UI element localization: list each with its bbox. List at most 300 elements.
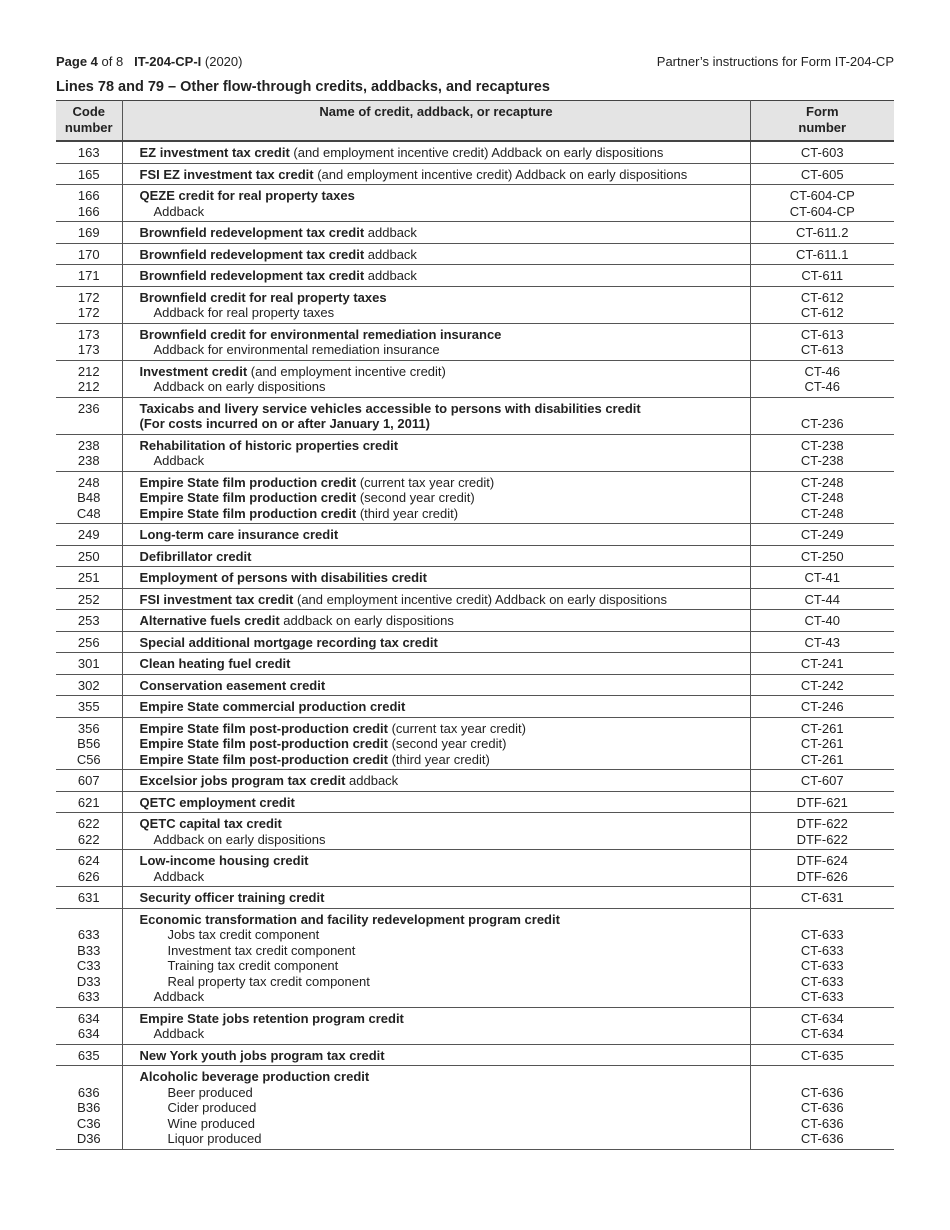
name-cell [122, 243, 750, 265]
name-line [140, 1048, 750, 1064]
code-value: 633 [77, 989, 100, 1004]
header-line: Code [72, 104, 105, 119]
page-header-left [56, 54, 242, 69]
code-value: 356 [77, 720, 100, 736]
form-number: CT-261 [800, 751, 844, 767]
credit-detail: Liquor produced [167, 1131, 262, 1146]
name-cell [122, 567, 750, 589]
name-cell [122, 791, 750, 813]
table-row [56, 323, 894, 360]
name-line [140, 1026, 750, 1042]
credit-detail: Addback for real property taxes [153, 305, 335, 320]
form-cell [750, 850, 894, 887]
name-cell [122, 545, 750, 567]
credit-name: EZ investment tax credit [139, 145, 290, 160]
credit-detail: Cider produced [167, 1100, 257, 1115]
code-cell [56, 222, 122, 244]
form-number: CT-634 [800, 1010, 844, 1026]
header-line: Form [806, 104, 839, 119]
form-year: (2020) [204, 54, 243, 69]
code-cell [56, 887, 122, 909]
form-number: CT-611 [801, 268, 844, 283]
name-cell [122, 1044, 750, 1066]
code-cell [56, 610, 122, 632]
code-cell [56, 813, 122, 850]
form-cell [750, 1007, 894, 1044]
name-cell [122, 265, 750, 287]
code-value: 634 [77, 1026, 100, 1041]
credit-name: QETC employment credit [139, 794, 295, 810]
code-value: 173 [77, 342, 100, 357]
credit-name: Brownfield redevelopment tax credit [139, 268, 365, 283]
code-cell [56, 1044, 122, 1066]
form-number: CT-248 [800, 490, 844, 505]
name-line [140, 795, 750, 811]
form-cell [750, 908, 894, 1007]
form-cell [750, 631, 894, 653]
credit-name: Brownfield credit for real property taxes [139, 289, 387, 305]
code-value: 248 [77, 474, 100, 490]
code-cell [56, 323, 122, 360]
form-cell [750, 434, 894, 471]
name-cell [122, 850, 750, 887]
credit-detail: Addback on early dispositions [153, 831, 326, 847]
header-line: number [64, 119, 113, 135]
code-value: 170 [77, 246, 100, 262]
name-line [140, 592, 750, 608]
name-line [140, 401, 750, 417]
page-number: Page 4 [56, 54, 98, 69]
form-number: DTF-622 [796, 831, 848, 847]
name-line [140, 188, 750, 204]
form-cell [750, 567, 894, 589]
credit-name: Investment credit [139, 363, 248, 379]
credit-name: Rehabilitation of historic properties credit [139, 437, 399, 453]
code-value: 252 [77, 591, 100, 607]
name-line [140, 342, 750, 358]
form-number: CT-604-CP [789, 203, 855, 219]
code-value: 622 [77, 831, 100, 847]
form-number: DTF-621 [796, 794, 848, 810]
name-cell [122, 610, 750, 632]
credit-name: Clean heating fuel credit [139, 656, 291, 671]
name-line [140, 327, 750, 343]
code-cell [56, 717, 122, 770]
name-line [140, 853, 750, 869]
code-cell [56, 471, 122, 524]
credit-detail: addback [345, 773, 399, 788]
name-line [140, 943, 750, 959]
table-row [56, 770, 894, 792]
table-row [56, 696, 894, 718]
code-value: 624 [77, 853, 100, 868]
name-line [140, 773, 750, 789]
name-line [140, 1116, 750, 1132]
code-cell [56, 434, 122, 471]
code-value: B33 [77, 942, 101, 958]
form-number: CT-636 [800, 1084, 844, 1100]
table-row [56, 588, 894, 610]
form-cell [750, 222, 894, 244]
credit-name: Brownfield credit for environmental remediation insurance [139, 326, 502, 342]
form-number: CT-248 [800, 505, 844, 521]
code-value: 355 [77, 699, 100, 714]
code-value: 165 [77, 166, 100, 182]
form-number: CT-613 [800, 326, 844, 342]
name-line [140, 364, 750, 380]
credit-name: FSI investment tax credit [139, 591, 294, 607]
code-value: C33 [76, 958, 101, 973]
code-cell [56, 545, 122, 567]
name-cell [122, 588, 750, 610]
table-row [56, 222, 894, 244]
code-cell [56, 696, 122, 718]
name-line [140, 570, 750, 586]
name-cell [122, 524, 750, 546]
form-number: CT-636 [800, 1115, 844, 1131]
code-value: C56 [76, 751, 101, 767]
name-cell [122, 185, 750, 222]
code-value: 169 [77, 225, 100, 240]
table-row [56, 141, 894, 163]
name-line [140, 635, 750, 651]
credit-detail: Addback [153, 453, 205, 468]
credit-name: Empire State film production credit [139, 490, 357, 505]
credit-name: Empire State commercial production credit [139, 699, 406, 714]
form-cell [750, 360, 894, 397]
credit-name: Alcoholic beverage production credit [139, 1069, 370, 1084]
name-line [140, 816, 750, 832]
form-number: CT-238 [800, 453, 844, 468]
credit-detail: Beer produced [167, 1084, 253, 1100]
name-line [140, 453, 750, 469]
form-number: CT-246 [800, 699, 844, 714]
form-cell [750, 1044, 894, 1066]
name-cell [122, 163, 750, 185]
name-line [140, 379, 750, 395]
table-body [56, 141, 894, 1149]
credit-detail: Addback [153, 1026, 205, 1041]
code-cell [56, 567, 122, 589]
name-cell [122, 222, 750, 244]
form-cell [750, 674, 894, 696]
name-cell [122, 434, 750, 471]
name-line [140, 167, 750, 183]
form-number: DTF-624 [796, 853, 848, 868]
credit-detail: Real property tax credit component [167, 973, 370, 989]
code-cell [56, 163, 122, 185]
form-number: CT-636 [800, 1131, 844, 1146]
form-column-header [750, 101, 894, 142]
credits-table [56, 100, 894, 1150]
credit-detail: Addback [153, 868, 205, 884]
name-cell [122, 674, 750, 696]
credit-detail: Addback for environmental remediation insurance [153, 342, 440, 357]
credit-name: Empire State film production credit [139, 505, 357, 521]
name-line [140, 527, 750, 543]
code-value: 626 [77, 868, 100, 884]
code-value: 636 [77, 1084, 100, 1100]
credit-name: New York youth jobs program tax credit [139, 1047, 385, 1063]
code-value: 171 [77, 268, 100, 283]
credit-name: Empire State film post-production credit [139, 720, 388, 736]
name-cell [122, 696, 750, 718]
form-number: CT-46 [804, 363, 840, 379]
name-line [140, 549, 750, 565]
code-value: 631 [77, 890, 100, 905]
name-cell [122, 141, 750, 163]
table-row [56, 397, 894, 434]
form-cell [750, 163, 894, 185]
code-cell [56, 397, 122, 434]
name-cell [122, 717, 750, 770]
name-line [140, 225, 750, 241]
form-number: CT-604-CP [789, 188, 855, 203]
credit-detail: addback on early dispositions [279, 613, 454, 628]
code-value: 635 [77, 1047, 100, 1063]
name-line [140, 1131, 750, 1147]
credit-name: Conservation easement credit [139, 677, 326, 693]
credit-detail: (and employment incentive credit) Addback on early dispositions [313, 166, 688, 182]
name-line [140, 1011, 750, 1027]
credit-detail: Training tax credit component [167, 958, 339, 973]
form-number: CT-236 [800, 416, 844, 431]
credit-name: (For costs incurred on or after January 1, 2011) [139, 416, 430, 431]
table-row [56, 545, 894, 567]
form-number: CT-44 [804, 591, 840, 607]
form-cell [750, 471, 894, 524]
credit-detail: (third year credit) [387, 751, 490, 767]
credit-detail: addback [364, 225, 417, 240]
credit-detail: Addback on early dispositions [153, 379, 326, 394]
table-row [56, 471, 894, 524]
code-value: B48 [77, 490, 101, 505]
credit-detail: (second year credit) [356, 490, 475, 505]
table-row [56, 524, 894, 546]
name-line [140, 613, 750, 629]
form-number: CT-633 [800, 958, 844, 973]
name-line [140, 832, 750, 848]
form-number: CT-635 [800, 1047, 844, 1063]
code-value: B56 [77, 736, 101, 751]
code-cell [56, 908, 122, 1007]
form-number: CT-603 [800, 145, 844, 160]
code-cell [56, 141, 122, 163]
form-cell [750, 545, 894, 567]
credit-detail: Addback [153, 203, 205, 219]
table-row [56, 286, 894, 323]
credit-detail: (third year credit) [356, 505, 459, 521]
code-cell [56, 791, 122, 813]
table-row [56, 265, 894, 287]
table-row [56, 185, 894, 222]
credit-detail: (and employment incentive credit) Addback on early dispositions [293, 591, 667, 607]
name-cell [122, 770, 750, 792]
form-cell [750, 696, 894, 718]
name-cell [122, 813, 750, 850]
credit-name: Special additional mortgage recording tax credit [139, 634, 438, 650]
code-value: 238 [77, 453, 100, 468]
name-line [140, 438, 750, 454]
table-row [56, 908, 894, 1007]
credit-name: Empire State film post-production credit [139, 751, 388, 767]
form-number: DTF-622 [796, 816, 848, 831]
code-cell [56, 631, 122, 653]
code-value [56, 912, 122, 928]
name-line [140, 958, 750, 974]
credit-name: Brownfield redevelopment tax credit [139, 246, 365, 262]
name-line [140, 736, 750, 752]
name-line [140, 927, 750, 943]
code-value: 301 [77, 656, 100, 671]
credit-detail: Jobs tax credit component [167, 927, 320, 942]
code-value: D33 [76, 973, 101, 989]
code-value: 607 [77, 773, 100, 788]
credit-detail: (current tax year credit) [356, 474, 495, 490]
form-number: CT-633 [800, 989, 844, 1004]
code-cell [56, 265, 122, 287]
code-cell [56, 1007, 122, 1044]
table-row [56, 163, 894, 185]
code-cell [56, 674, 122, 696]
code-cell [56, 524, 122, 546]
form-number: CT-607 [800, 773, 844, 788]
table-row [56, 887, 894, 909]
form-number: CT-46 [804, 379, 840, 394]
form-cell [750, 286, 894, 323]
code-value: B36 [77, 1100, 101, 1115]
name-line [140, 912, 750, 928]
credit-name: Alternative fuels credit [139, 613, 280, 628]
name-line [140, 699, 750, 715]
section-title: Lines 78 and 79 – Other flow-through credits, addbacks, and recaptures [56, 79, 550, 95]
form-cell [750, 588, 894, 610]
code-cell [56, 770, 122, 792]
name-cell [122, 360, 750, 397]
code-value: C36 [76, 1115, 101, 1131]
name-cell [122, 323, 750, 360]
form-number: CT-249 [800, 527, 844, 542]
form-number: CT-43 [804, 634, 840, 650]
name-line [140, 204, 750, 220]
form-number: CT-633 [800, 927, 844, 942]
table-row [56, 1044, 894, 1066]
code-value: 236 [77, 400, 100, 416]
credit-name: QEZE credit for real property taxes [139, 188, 355, 203]
form-cell [750, 653, 894, 675]
name-line [140, 974, 750, 990]
name-line [140, 721, 750, 737]
form-number: CT-261 [800, 736, 844, 751]
name-line [140, 268, 750, 284]
code-column-header [56, 101, 122, 142]
table-row [56, 813, 894, 850]
code-cell [56, 653, 122, 675]
code-cell [56, 286, 122, 323]
page-header-right: Partner’s instructions for Form IT-204-CP [656, 54, 894, 69]
table-row [56, 360, 894, 397]
credit-detail: Addback [153, 989, 205, 1004]
code-value: 172 [77, 289, 100, 305]
credit-name: Security officer training credit [139, 890, 325, 905]
name-cell [122, 908, 750, 1007]
table-row [56, 631, 894, 653]
form-number: CT-250 [800, 548, 844, 564]
name-line [140, 678, 750, 694]
table-row [56, 1007, 894, 1044]
name-cell [122, 1007, 750, 1044]
form-number [751, 912, 895, 928]
code-value: 166 [77, 188, 100, 203]
code-value: 212 [77, 363, 100, 379]
table-row [56, 610, 894, 632]
credit-detail: addback [364, 268, 417, 283]
name-line [140, 290, 750, 306]
credit-name: Long-term care insurance credit [139, 527, 339, 542]
code-cell [56, 850, 122, 887]
name-cell [122, 653, 750, 675]
name-line [140, 890, 750, 906]
form-number: CT-605 [800, 166, 844, 182]
form-number [751, 1069, 895, 1085]
form-number: CT-40 [804, 613, 840, 628]
table-row [56, 791, 894, 813]
name-line [140, 1085, 750, 1101]
code-value: 621 [77, 794, 100, 810]
code-value: 253 [77, 613, 100, 628]
credit-name: Employment of persons with disabilities credit [139, 570, 427, 585]
form-cell [750, 610, 894, 632]
form-cell [750, 265, 894, 287]
name-line [140, 490, 750, 506]
code-value: 249 [77, 527, 100, 542]
form-number: CT-631 [800, 890, 844, 905]
credit-name: Economic transformation and facility redevelopment program credit [139, 911, 560, 927]
code-cell [56, 360, 122, 397]
form-cell [750, 141, 894, 163]
name-cell [122, 887, 750, 909]
form-id: IT-204-CP-I [134, 54, 202, 69]
form-cell [750, 185, 894, 222]
credit-name: Low-income housing credit [139, 853, 309, 868]
table-row [56, 717, 894, 770]
form-number: CT-613 [800, 342, 844, 357]
credit-detail: Investment tax credit component [167, 942, 356, 958]
code-value: 172 [77, 305, 100, 320]
code-value: 256 [77, 634, 100, 650]
table-row [56, 243, 894, 265]
form-number: CT-611.1 [795, 246, 849, 262]
form-cell [750, 791, 894, 813]
code-value: 238 [77, 437, 100, 453]
credit-name: FSI EZ investment tax credit [139, 166, 314, 182]
code-value: 302 [77, 677, 100, 693]
code-cell [56, 588, 122, 610]
name-line [140, 752, 750, 768]
table-row [56, 674, 894, 696]
page-total: of 8 [101, 54, 124, 69]
header-line: number [798, 119, 847, 135]
name-line [140, 869, 750, 885]
form-number: CT-634 [800, 1026, 844, 1041]
credit-name: QETC capital tax credit [139, 816, 282, 831]
credit-detail: (current tax year credit) [387, 720, 526, 736]
name-line [140, 475, 750, 491]
name-cell [122, 397, 750, 434]
table-row [56, 653, 894, 675]
form-cell [750, 243, 894, 265]
code-value: 250 [77, 548, 100, 564]
